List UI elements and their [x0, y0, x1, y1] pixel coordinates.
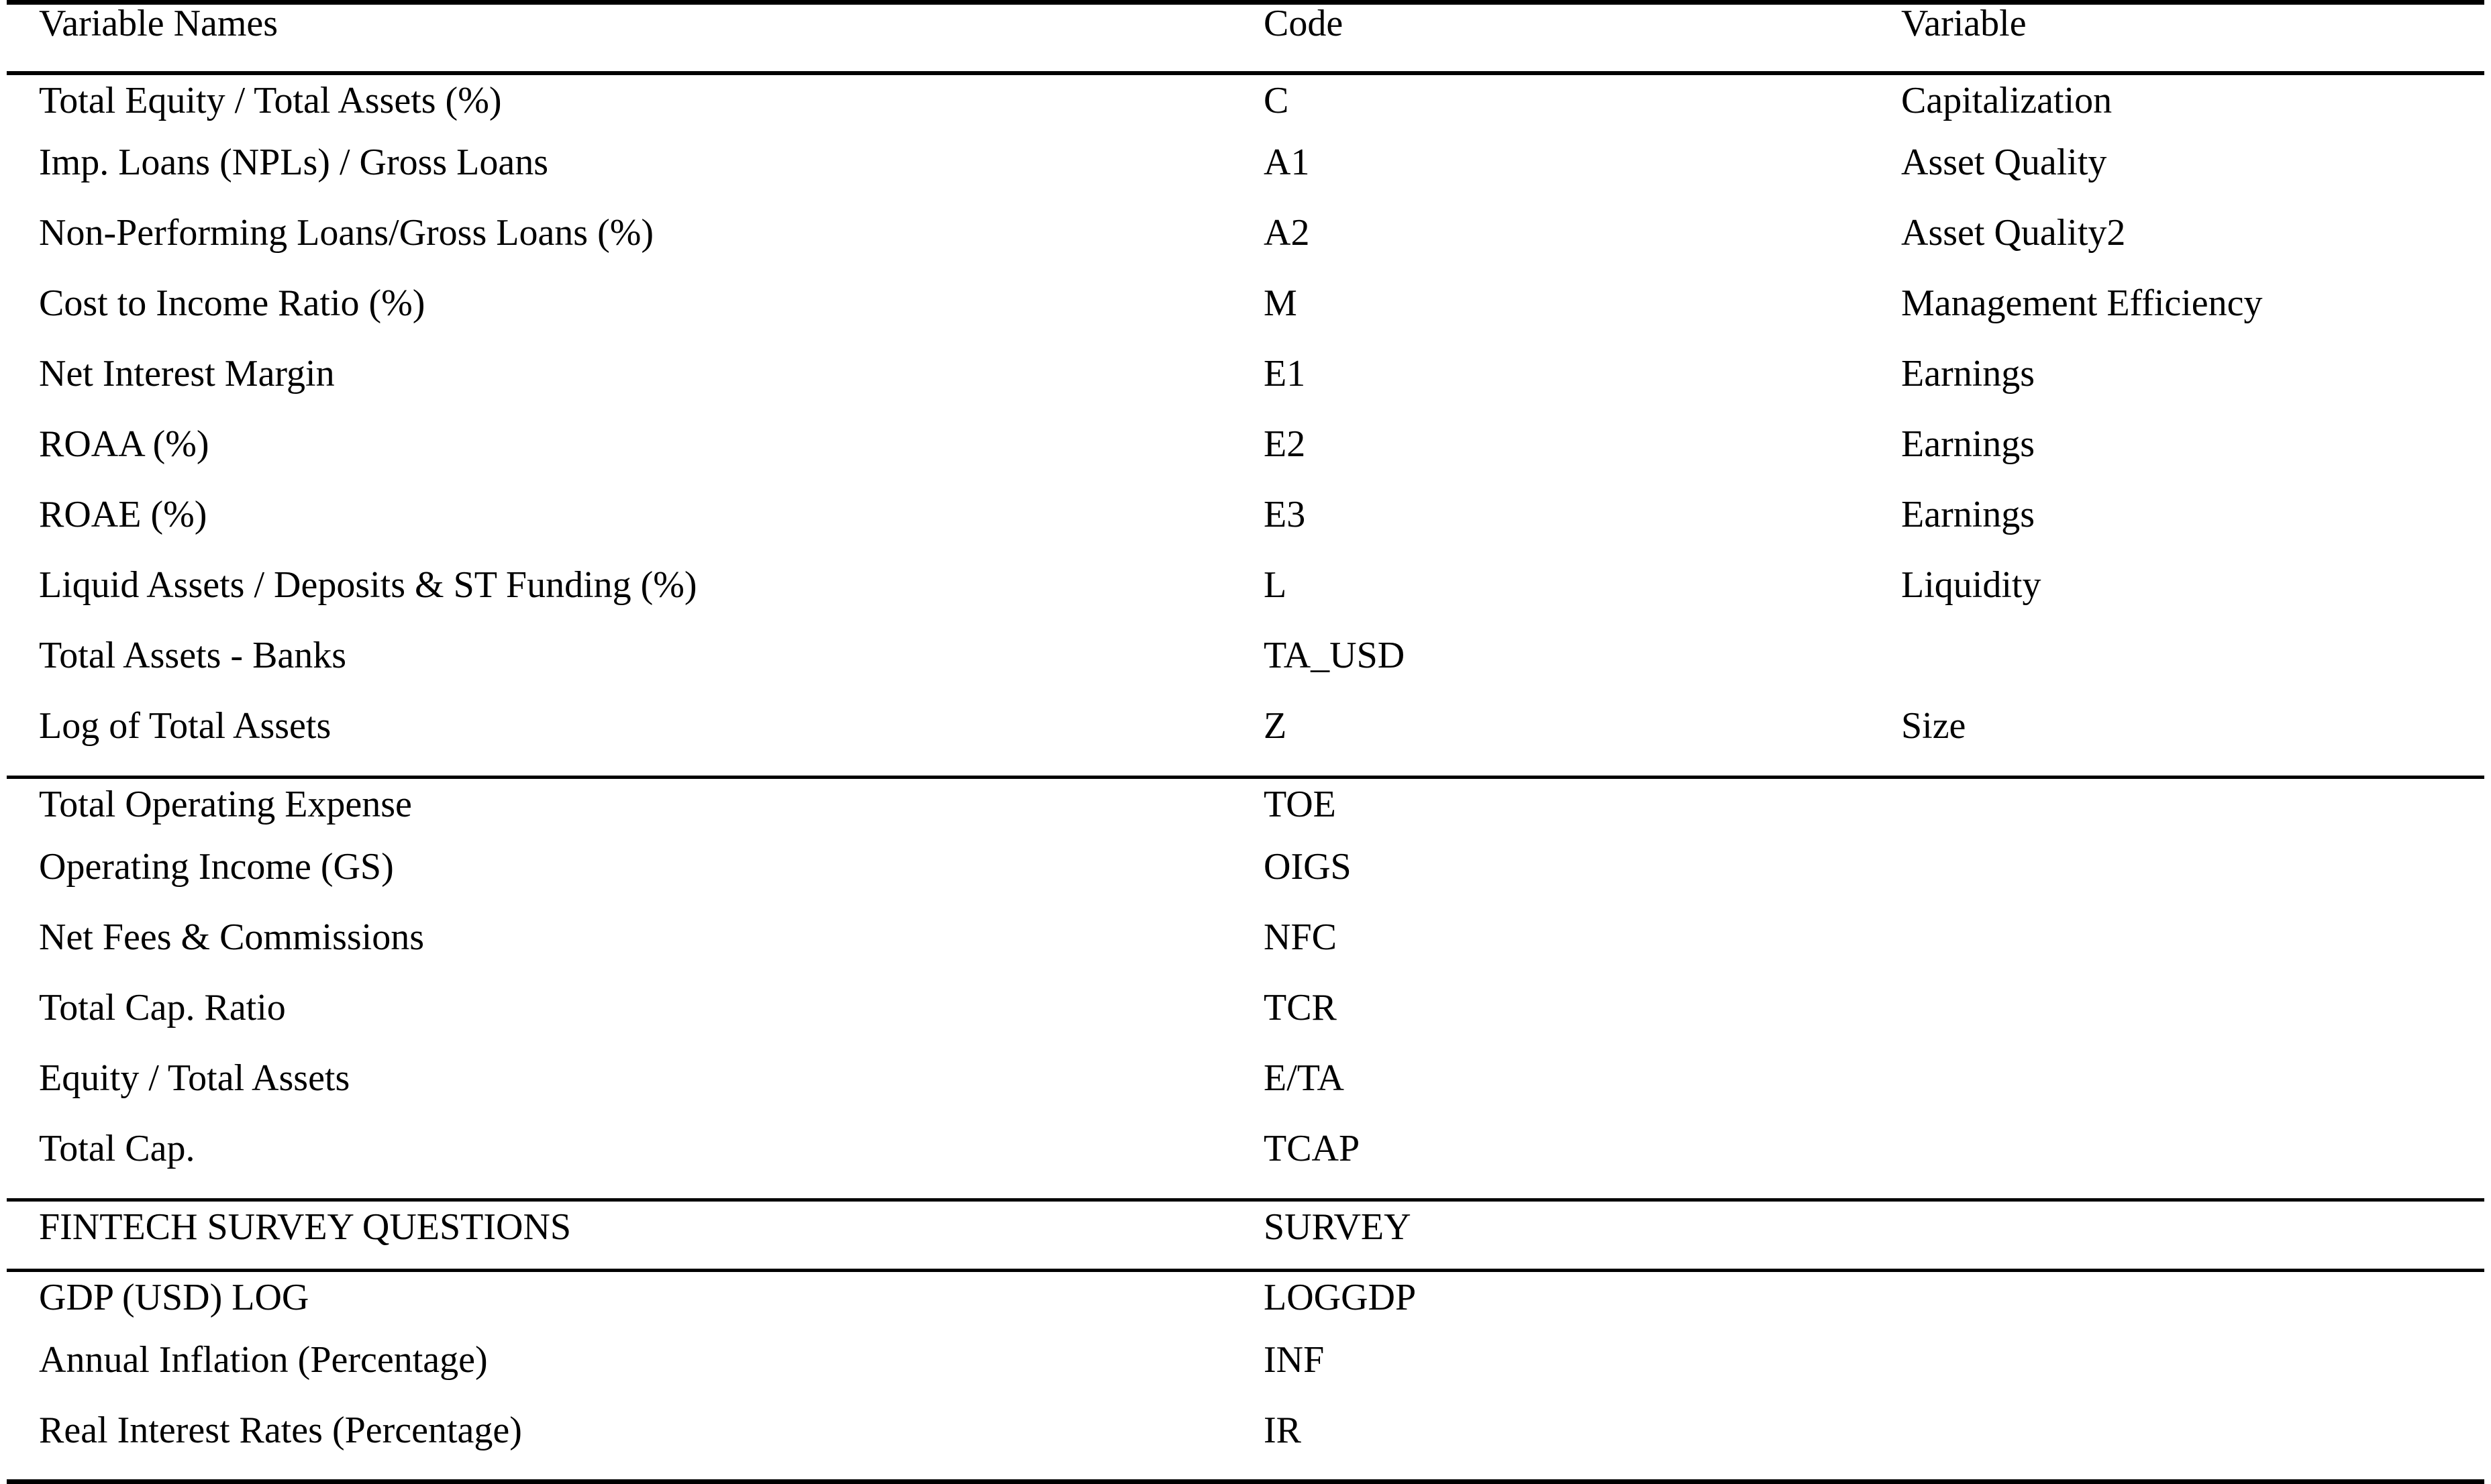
cell-name: Non-Performing Loans/Gross Loans (%)	[39, 211, 654, 254]
cell-name: Total Operating Expense	[39, 784, 412, 825]
cell-code: LOGGDP	[1264, 1277, 1417, 1318]
cell-variable	[1869, 1059, 2484, 1130]
column-header-code: Code	[1231, 3, 1869, 73]
cell-code: OIGS	[1264, 845, 1352, 888]
empty-cell	[1901, 786, 1911, 823]
empty-cell	[1901, 1341, 1911, 1379]
variable-definitions-table	[7, 0, 2484, 1484]
table-row	[7, 989, 2484, 1059]
cell-code: L	[1264, 564, 1287, 606]
cell-variable	[1869, 1412, 2484, 1482]
cell-variable: Asset Quality	[1901, 141, 2107, 183]
cell-code: TCAP	[1231, 1130, 1869, 1200]
table-row	[7, 778, 2484, 848]
cell-name: ROAA (%)	[39, 423, 209, 465]
table-row	[7, 1341, 2484, 1412]
table-row	[7, 496, 2484, 566]
empty-cell	[1901, 1130, 1911, 1167]
cell-name: Total Cap.	[7, 1130, 1231, 1200]
header-row	[7, 3, 2484, 73]
cell-name: Net Interest Margin	[39, 352, 335, 394]
cell-code: E3	[1264, 493, 1306, 535]
table-row	[7, 425, 2484, 496]
cell-variable: Earnings	[1901, 352, 2035, 394]
table-row	[7, 707, 2484, 778]
cell-name: Operating Income (GS)	[39, 845, 394, 888]
cell-variable: Earnings	[1901, 423, 2035, 465]
table-row	[7, 73, 2484, 144]
table-row	[7, 566, 2484, 637]
cell-code: M	[1264, 282, 1297, 324]
cell-code: INF	[1264, 1338, 1325, 1381]
cell-code: E2	[1264, 423, 1306, 465]
cell-code: NFC	[1264, 916, 1337, 958]
cell-name: GDP (USD) LOG	[39, 1277, 309, 1318]
cell-code: SURVEY	[1231, 1200, 1869, 1271]
cell-name: Equity / Total Assets	[39, 1057, 350, 1099]
cell-name: Liquid Assets / Deposits & ST Funding (%)	[39, 564, 697, 606]
cell-name: Real Interest Rates (Percentage)	[7, 1412, 1231, 1482]
cell-variable	[1869, 989, 2484, 1059]
table-row	[7, 637, 2484, 707]
cell-variable	[1869, 778, 2484, 848]
table-row	[7, 144, 2484, 214]
cell-name: ROAE (%)	[39, 493, 207, 535]
table-row	[7, 918, 2484, 989]
cell-code: E/TA	[1264, 1057, 1344, 1099]
cell-variable	[1869, 918, 2484, 989]
cell-name: Log of Total Assets	[7, 707, 1231, 778]
table-body	[7, 73, 2484, 1482]
cell-code: A1	[1264, 141, 1310, 183]
table-row	[7, 1271, 2484, 1341]
cell-variable	[1869, 1271, 2484, 1341]
cell-code: TOE	[1264, 784, 1336, 825]
cell-variable	[1869, 1341, 2484, 1412]
table-row	[7, 1200, 2484, 1271]
cell-code: E1	[1264, 352, 1306, 394]
cell-code: A2	[1264, 211, 1310, 254]
cell-variable: Asset Quality2	[1901, 211, 2126, 254]
cell-code: TCR	[1264, 986, 1337, 1028]
cell-variable	[1869, 848, 2484, 918]
cell-name: FINTECH SURVEY QUESTIONS	[7, 1200, 1231, 1271]
empty-cell	[1901, 1412, 1911, 1449]
cell-code: IR	[1231, 1412, 1869, 1482]
empty-cell	[1901, 918, 1911, 956]
cell-variable: Size	[1869, 707, 2484, 778]
empty-cell	[1901, 1059, 1911, 1097]
cell-code: C	[1264, 79, 1289, 121]
cell-variable: Capitalization	[1901, 79, 2113, 121]
cell-variable	[1869, 637, 2484, 707]
cell-name: Total Cap. Ratio	[39, 986, 286, 1028]
empty-cell	[1901, 1279, 1911, 1316]
table-row	[7, 1412, 2484, 1482]
cell-variable: Management Efficiency	[1901, 282, 2263, 324]
cell-variable: Liquidity	[1901, 564, 2041, 606]
cell-name: Total Assets - Banks	[39, 634, 347, 676]
cell-name: Cost to Income Ratio (%)	[39, 282, 425, 324]
table-header	[7, 3, 2484, 73]
cell-code: Z	[1231, 707, 1869, 778]
table-row	[7, 214, 2484, 284]
cell-variable	[1869, 1200, 2484, 1271]
table-row	[7, 1059, 2484, 1130]
table-row	[7, 1130, 2484, 1200]
empty-cell	[1901, 1208, 1911, 1246]
table-row	[7, 355, 2484, 425]
cell-variable: Earnings	[1901, 493, 2035, 535]
cell-name: Annual Inflation (Percentage)	[39, 1338, 488, 1381]
column-header-variable: Variable	[1869, 3, 2484, 73]
empty-cell	[1901, 989, 1911, 1026]
cell-name: Total Equity / Total Assets (%)	[39, 79, 502, 121]
empty-cell	[1901, 637, 1911, 674]
cell-name: Net Fees & Commissions	[39, 916, 425, 958]
cell-name: Imp. Loans (NPLs) / Gross Loans	[39, 141, 549, 183]
cell-code: TA_USD	[1264, 634, 1405, 676]
empty-cell	[1901, 848, 1911, 886]
table-row	[7, 284, 2484, 355]
column-header-variable-names: Variable Names	[7, 3, 1231, 73]
cell-variable	[1869, 1130, 2484, 1200]
table-row	[7, 848, 2484, 918]
